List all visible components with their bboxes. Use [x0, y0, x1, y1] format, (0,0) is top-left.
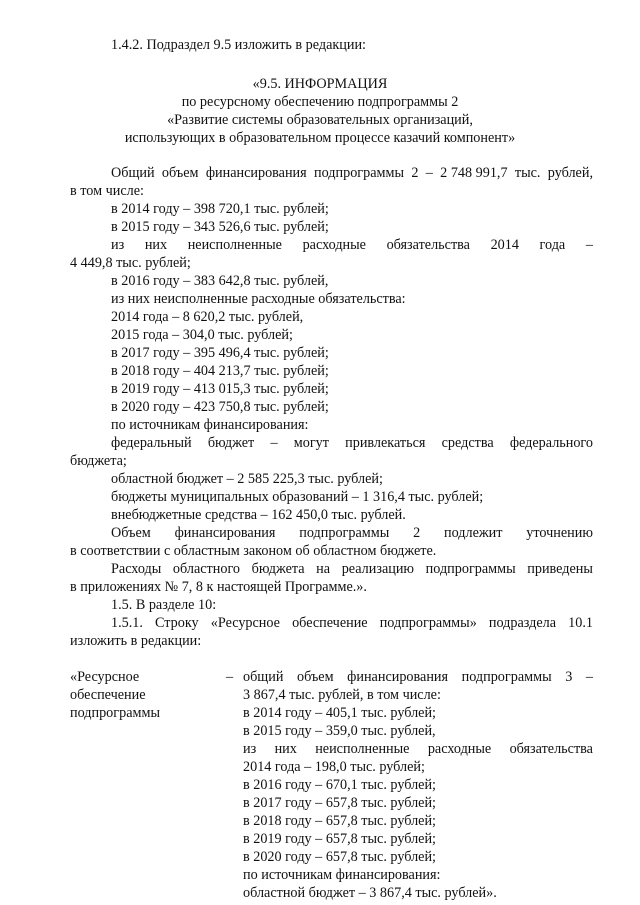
word: тыс. [514, 165, 541, 181]
table-dash: – [226, 669, 234, 685]
table-right-first-line [243, 668, 593, 686]
unfulfilled-item: 2015 года – 304,0 тыс. рублей; [111, 327, 293, 343]
intro-line: 1.4.2. Подраздел 9.5 изложить в редакции: [111, 37, 366, 53]
word: бюджет [207, 435, 255, 451]
word: неисполненные [315, 741, 410, 757]
word: из [111, 237, 125, 253]
word: Объем [111, 525, 151, 541]
year-line: в 2017 году – 395 496,4 тыс. рублей; [111, 345, 329, 361]
table-left-cell: обеспечение [70, 687, 146, 703]
word: объем [297, 669, 334, 685]
table-right-line: в 2018 году – 657,8 тыс. рублей; [243, 813, 436, 829]
unfulfilled-2016-line: из них неисполненные расходные обязательства: [111, 291, 406, 307]
word: приведены [527, 561, 593, 577]
word: 2014 [490, 237, 519, 253]
heading-line-4: использующих в образовательном процессе казачий компонент» [124, 130, 516, 146]
word: года [539, 237, 566, 253]
table-right-line: в 2015 году – 359,0 тыс. рублей, [243, 723, 436, 739]
federal-line [111, 434, 593, 452]
word: финансирования [347, 669, 449, 685]
word: 2 [411, 165, 419, 181]
word: федеральный [111, 435, 192, 451]
table-right-line: в 2016 году – 670,1 тыс. рублей; [243, 777, 436, 793]
total-line-cont: в том числе: [70, 183, 144, 199]
word: финансирования [205, 165, 307, 181]
year-line: в 2014 году – 398 720,1 тыс. рублей; [111, 201, 329, 217]
word: них [144, 237, 168, 253]
year-line: в 2015 году – 343 526,6 тыс. рублей; [111, 219, 329, 235]
word: бюджета [251, 561, 305, 577]
word: подраздела [488, 615, 557, 631]
table-right-line: в 2014 году – 405,1 тыс. рублей; [243, 705, 436, 721]
unfulfilled-2014-line [111, 236, 593, 254]
clarify-line [111, 524, 593, 542]
expenses-cont: в приложениях № 7, 8 к настоящей Программе.». [70, 579, 367, 595]
word: расходные [427, 741, 492, 757]
table-right-line: в 2020 году – 657,8 тыс. рублей; [243, 849, 436, 865]
word: подпрограммы [314, 165, 404, 181]
word: объем [161, 165, 199, 181]
word: Расходы [111, 561, 162, 577]
word: обязательства [509, 741, 593, 757]
word: финансирования [174, 525, 276, 541]
table-right-line: областной бюджет – 3 867,4 тыс. рублей». [243, 885, 497, 901]
word: – [270, 435, 278, 451]
municipal-line: бюджеты муниципальных образований – 1 316,4 тыс. рублей; [111, 489, 484, 505]
word: подпрограммы [299, 525, 390, 541]
word: – [585, 237, 593, 253]
heading-line-2: по ресурсному обеспечению подпрограммы 2 [181, 94, 459, 110]
word: обязательства [386, 237, 470, 253]
word: подпрограммы [425, 561, 516, 577]
word: реализацию [341, 561, 415, 577]
word: подпрограммы [461, 669, 552, 685]
table-right-line: 3 867,4 тыс. рублей, в том числе: [243, 687, 441, 703]
word: общий [243, 669, 284, 685]
word: уточнению [526, 525, 593, 541]
word: подпрограммы» [379, 615, 477, 631]
word: 2 [413, 525, 421, 541]
word: рублей, [547, 165, 593, 181]
table-left-cell: «Ресурсное [70, 669, 140, 685]
section-151-cont: изложить в редакции: [70, 633, 202, 649]
word: 1.5.1. [111, 615, 143, 631]
word: – [425, 165, 433, 181]
word: неисполненные [187, 237, 282, 253]
regional-line: областной бюджет – 2 585 225,3 тыс. рублей; [111, 471, 383, 487]
unfulfilled-2014-cont: 4 449,8 тыс. рублей; [70, 255, 191, 271]
year-line: в 2016 году – 383 642,8 тыс. рублей, [111, 273, 329, 289]
clarify-cont: в соответствии с областным законом об областном бюджете. [70, 543, 437, 559]
table-right-line: в 2017 году – 657,8 тыс. рублей; [243, 795, 436, 811]
table-right-unfulfilled-line [243, 740, 593, 758]
section-151-line [111, 614, 593, 632]
word: на [316, 561, 331, 577]
word: областного [172, 561, 241, 577]
word: 10.1 [568, 615, 593, 631]
word: обеспечение [292, 615, 368, 631]
heading-line-3: «Развитие системы образовательных организаций, [167, 112, 473, 128]
sources-label: по источникам финансирования: [111, 417, 309, 433]
extrabudget-line: внебюджетные средства – 162 450,0 тыс. рублей. [111, 507, 406, 523]
section-15-line: 1.5. В разделе 10: [111, 597, 217, 613]
table-right-line: по источникам финансирования: [243, 867, 441, 883]
word: Строку [155, 615, 199, 631]
federal-cont: бюджета; [70, 453, 127, 469]
year-line: в 2020 году – 423 750,8 тыс. рублей; [111, 399, 329, 415]
year-line: в 2019 году – 413 015,3 тыс. рублей; [111, 381, 329, 397]
word: привлекаться [345, 435, 426, 451]
table-right-line: 2014 года – 198,0 тыс. рублей; [243, 759, 425, 775]
word: Общий [111, 165, 155, 181]
year-line: в 2018 году – 404 213,7 тыс. рублей; [111, 363, 329, 379]
table-left-cell: подпрограммы [70, 705, 160, 721]
word: 2 748 991,7 [440, 165, 508, 181]
expenses-line [111, 560, 593, 578]
word: расходные [302, 237, 366, 253]
word: могут [293, 435, 329, 451]
word: 3 [565, 669, 573, 685]
unfulfilled-item: 2014 года – 8 620,2 тыс. рублей, [111, 309, 304, 325]
word: средства [441, 435, 494, 451]
word: них [274, 741, 297, 757]
table-right-line: в 2019 году – 657,8 тыс. рублей; [243, 831, 436, 847]
heading-line-1: «9.5. ИНФОРМАЦИЯ [252, 76, 388, 92]
word: – [585, 669, 593, 685]
word: из [243, 741, 257, 757]
word: «Ресурсное [210, 615, 280, 631]
total-line [111, 164, 593, 182]
word: федерального [509, 435, 593, 451]
word: подлежит [444, 525, 503, 541]
